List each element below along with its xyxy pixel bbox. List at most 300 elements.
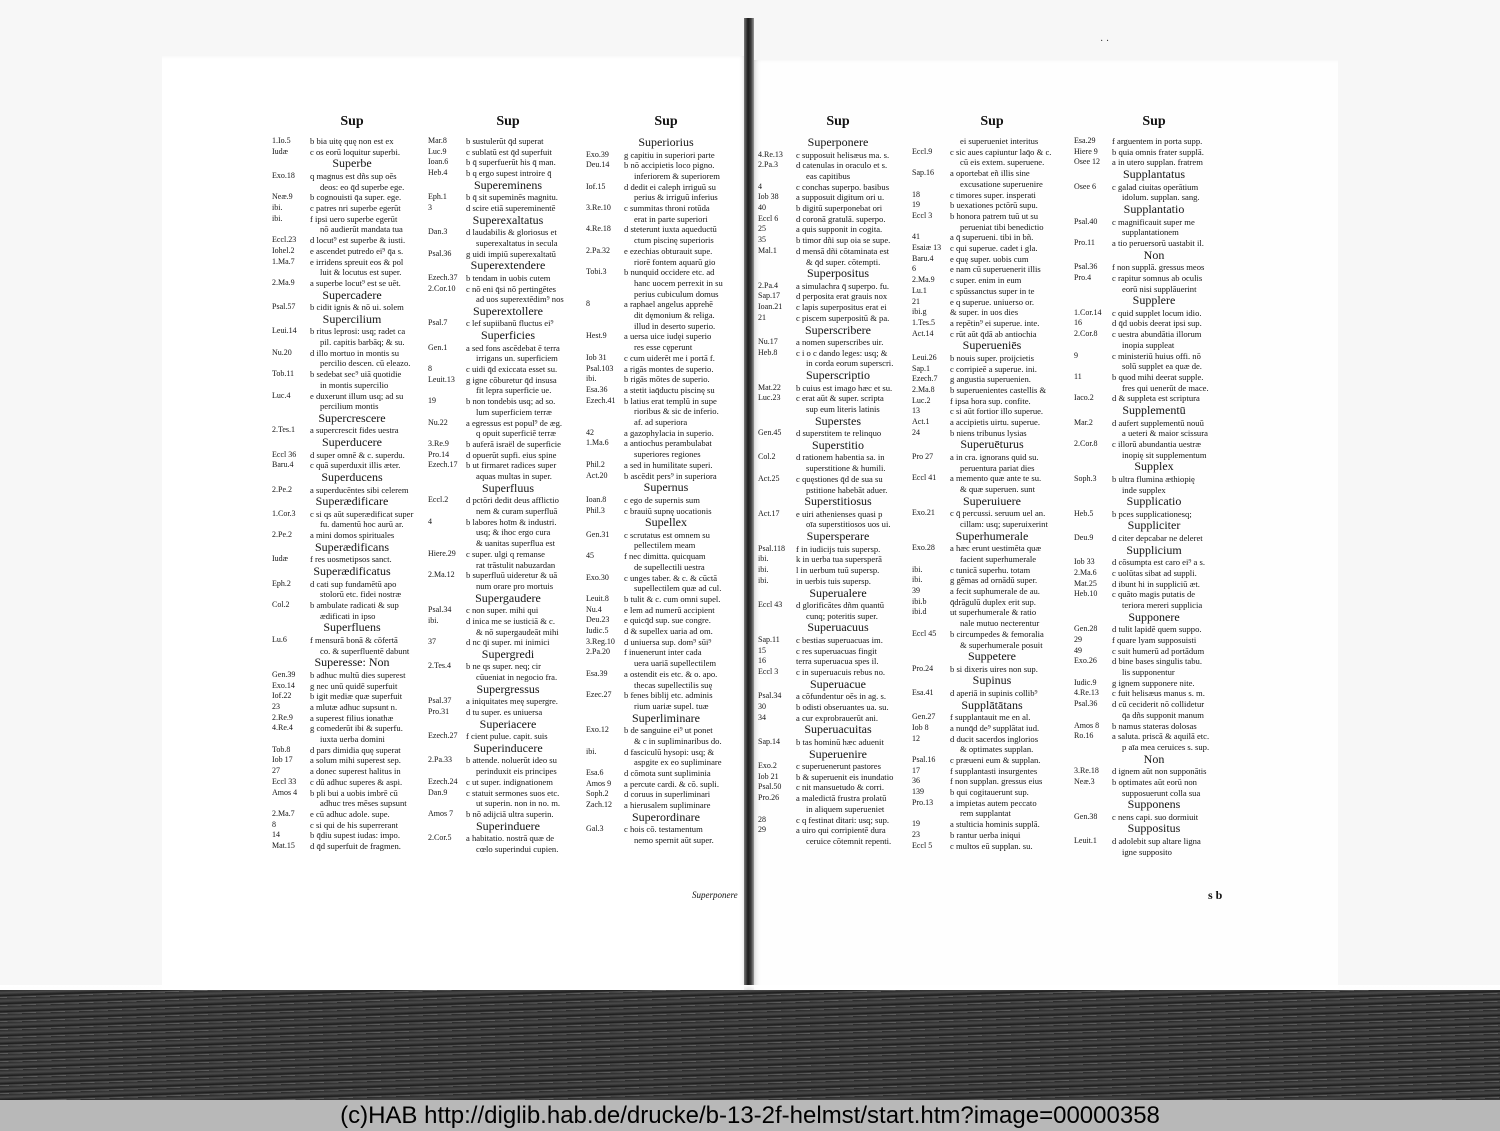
lemma-heading: Superuēturus xyxy=(960,437,1024,452)
lemma-heading: Superuacuus xyxy=(807,620,869,635)
bible-reference: Osee 6 xyxy=(1074,181,1096,191)
bible-reference xyxy=(912,157,950,168)
bible-reference: Pro 27 xyxy=(912,451,934,461)
concordance-entry xyxy=(1074,721,1234,732)
concordance-entry xyxy=(428,418,588,429)
concordance-entry xyxy=(912,554,1072,565)
bible-reference: Ezech.7 xyxy=(912,374,938,384)
entry-text: b timor dñi sup oia se supe. xyxy=(796,235,891,246)
entry-text: c sic aues capiuntur laq̄o & c. xyxy=(950,146,1052,157)
concordance-entry xyxy=(912,406,1072,417)
concordance-entry xyxy=(428,616,588,627)
bible-reference: 36 xyxy=(912,776,920,786)
bible-reference xyxy=(758,257,796,268)
entry-text: aspgite ex eo supliminare xyxy=(634,757,722,768)
bible-reference: Mar.2 xyxy=(1074,417,1093,427)
bible-reference: 2.Tes.4 xyxy=(428,661,451,671)
concordance-entry xyxy=(586,289,746,300)
entry-text: eas capitibus xyxy=(806,170,851,181)
concordance-entry xyxy=(1074,273,1234,284)
concordance-entry xyxy=(586,747,746,758)
concordance-entry xyxy=(272,136,432,147)
bible-reference xyxy=(758,519,796,530)
bible-reference xyxy=(586,278,624,289)
entry-text: irrigans un. superficiem xyxy=(476,353,558,364)
entry-text: co. & superfluentē dabunt xyxy=(320,645,410,656)
bible-reference: Eccl 45 xyxy=(912,628,937,638)
bible-reference: ibi.g xyxy=(912,307,927,317)
bible-reference: Tobi.3 xyxy=(586,267,607,277)
bible-reference xyxy=(428,627,466,638)
bible-reference: Eccl.23 xyxy=(272,235,297,245)
bible-reference: 29 xyxy=(758,825,766,835)
bible-reference: Pro.31 xyxy=(428,707,450,717)
bible-reference xyxy=(912,640,950,651)
entry-text: af. ad superiora xyxy=(634,417,688,428)
concordance-entry xyxy=(912,841,1072,852)
left-page-column-3 xyxy=(586,114,746,846)
entry-text: b latius erat templū in supe xyxy=(624,395,717,406)
bible-reference: Heb.5 xyxy=(1074,508,1094,518)
entry-text: b tas hominū hæc aduenit xyxy=(796,736,884,747)
entry-text: c præueni eum & supplan. xyxy=(950,754,1041,765)
bible-reference: Heb.10 xyxy=(1074,589,1098,599)
entry-text: nō audierūt mandata tua xyxy=(320,224,403,235)
bible-reference: 14 xyxy=(272,830,280,840)
entry-text: a impietas autem peccato xyxy=(950,797,1037,808)
concordance-entry xyxy=(586,396,746,407)
entry-text: dit dęmonium & religa. xyxy=(634,310,715,321)
column-running-head: Sup xyxy=(654,114,678,129)
entry-text: c uidi q̄d exiccata esset su. xyxy=(466,364,558,375)
concordance-entry xyxy=(758,737,918,748)
concordance-entry xyxy=(586,160,746,171)
concordance-entry xyxy=(586,540,746,551)
concordance-entry xyxy=(272,182,432,193)
lemma-heading: Supergaudere xyxy=(475,590,541,605)
lemma-heading: Superiorius xyxy=(638,135,694,149)
concordance-entry xyxy=(586,824,746,835)
lemma-heading: Supergressus xyxy=(476,681,540,696)
lemma-heading: Superscriptio xyxy=(806,368,870,383)
lemma-heading: Superuenire xyxy=(809,746,867,761)
entry-text: rioribus & sic de inferio. xyxy=(634,406,719,417)
bible-reference: Hiere.29 xyxy=(428,548,456,558)
bible-reference: Heb.8 xyxy=(758,347,778,357)
bible-reference: 27 xyxy=(272,766,280,776)
concordance-entry xyxy=(912,190,1072,201)
entry-text: in aliquem superueniet xyxy=(806,803,885,814)
bible-reference: Leuit.1 xyxy=(1074,835,1097,845)
entry-text: d mensā dñi cōtaminata est xyxy=(796,245,890,256)
entry-text: fit lepra superficie ue. xyxy=(476,385,552,396)
concordance-entry xyxy=(586,495,746,506)
bible-reference: Eccl 36 xyxy=(272,449,297,459)
bible-reference xyxy=(912,618,950,629)
bible-reference: Gal.3 xyxy=(586,824,604,834)
concordance-entry xyxy=(758,635,918,646)
bible-reference: Amos 4 xyxy=(272,787,298,797)
entry-text: c illorū abundantia uestræ xyxy=(1112,438,1202,449)
entry-text: rat trāstulit nabuzardan xyxy=(476,559,556,570)
entry-text: d dedit ei caleph irriguū su xyxy=(624,181,716,192)
entry-text: ad uos superextēdim⁹ nos xyxy=(476,294,564,305)
concordance-entry xyxy=(758,782,918,793)
entry-text: de supellectili uestra xyxy=(634,561,705,572)
concordance-entry xyxy=(1074,340,1234,351)
entry-text: b superuenientes castellis & xyxy=(950,384,1047,395)
entry-text: b bia uitę quę non est ex xyxy=(310,136,394,146)
column-running-head: Sup xyxy=(496,114,520,129)
concordance-entry xyxy=(758,182,918,193)
entry-text: e nam cū superuenerit illis xyxy=(950,264,1041,275)
bible-reference: Baru.4 xyxy=(912,253,934,263)
lemma-heading: Superpositus xyxy=(806,266,869,281)
bible-reference: 3 xyxy=(428,203,432,213)
bible-reference xyxy=(428,560,466,571)
concordance-entry xyxy=(586,626,746,637)
concordance-entry xyxy=(758,235,918,246)
entry-text: & c in supliminaribus do. xyxy=(634,735,722,746)
concordance-entry xyxy=(912,744,1072,755)
entry-list xyxy=(1074,136,1234,857)
concordance-entry xyxy=(1074,624,1234,635)
entry-text: b superfluū uideretur & uā xyxy=(466,570,558,581)
left-page-column-2 xyxy=(428,114,588,855)
bible-reference xyxy=(912,554,950,565)
bible-reference: Exo.2 xyxy=(758,761,777,771)
bible-reference: Deu.14 xyxy=(586,160,610,170)
entry-text: g capitiu in superiori parte xyxy=(624,149,715,160)
entry-text: f inuenerunt inter cada xyxy=(624,647,702,658)
bible-reference: 28 xyxy=(758,814,766,824)
entry-text: b ultra flumina æthiopię xyxy=(1112,473,1195,484)
lemma-heading: Suppetere xyxy=(968,649,1016,664)
entry-text: ædificati in ipso xyxy=(320,610,376,621)
entry-text: eorū nisi supplāuerint xyxy=(1122,283,1197,294)
lemma-heading: Supinus xyxy=(972,673,1012,688)
concordance-entry xyxy=(428,353,588,364)
entry-text: c os eorū loquitur superbi. xyxy=(310,146,400,157)
bible-reference: Act.20 xyxy=(586,470,608,480)
bible-reference xyxy=(428,798,466,809)
concordance-entry xyxy=(272,788,432,799)
concordance-entry xyxy=(758,825,918,836)
entry-text: b q̄ sit supeminēs magnitu. xyxy=(466,192,558,203)
bible-reference: Ioan.8 xyxy=(586,494,607,504)
entry-text: e cū adhuc adole. supe. xyxy=(310,808,390,819)
concordance-entry xyxy=(1074,568,1234,579)
entry-text: a cur exprobrauerūt ani. xyxy=(796,712,879,723)
bible-reference: Mat.25 xyxy=(1074,578,1097,588)
lemma-heading: Superexaltatus xyxy=(472,212,544,227)
entry-text: res esse cęperunt xyxy=(634,342,693,353)
bible-reference: Ezech.27 xyxy=(428,731,458,741)
concordance-entry xyxy=(1074,308,1234,319)
column-running-head: Sup xyxy=(340,114,364,129)
bible-reference: 2.Pa.32 xyxy=(586,245,610,255)
entry-text: c super. ulgi q remanse xyxy=(466,548,545,559)
bible-reference: Hiere 9 xyxy=(1074,146,1098,156)
entry-text: e irridens spreuit eos & pol xyxy=(310,256,404,267)
lemma-heading: Superstitiosus xyxy=(804,494,872,509)
lemma-heading: Supplere xyxy=(1132,293,1176,308)
entry-text: d steterunt iuxta aqueductū xyxy=(624,224,717,235)
concordance-entry xyxy=(1074,474,1234,485)
bible-reference: 21 xyxy=(758,312,766,322)
concordance-entry xyxy=(272,809,432,820)
concordance-entry xyxy=(1074,351,1234,362)
bible-reference: Soph.2 xyxy=(586,789,609,799)
lemma-heading: Superficies xyxy=(481,328,535,343)
bible-reference xyxy=(1074,383,1112,394)
bible-reference: Ezec.27 xyxy=(586,690,612,700)
concordance-entry xyxy=(586,690,746,701)
entry-text: d rationem habentia sa. in xyxy=(796,452,885,463)
concordance-entry xyxy=(1074,428,1234,439)
bible-reference: Iob 33 xyxy=(1074,557,1095,567)
bible-reference: Eccl 43 xyxy=(758,600,783,609)
bible-reference: Luc.4 xyxy=(272,390,291,400)
bible-reference: Mat.15 xyxy=(272,841,295,851)
bible-reference: Exo.39 xyxy=(586,149,609,159)
bible-reference: 8 xyxy=(586,299,590,309)
concordance-entry xyxy=(758,600,918,611)
entry-text: a quis supponit in cogita. xyxy=(796,224,883,235)
concordance-entry xyxy=(272,246,432,257)
concordance-entry xyxy=(586,460,746,471)
bible-reference xyxy=(1074,600,1112,611)
entry-text: d aperiā in supinis collib⁹ xyxy=(950,687,1038,698)
concordance-entry xyxy=(586,647,746,658)
bible-reference: Esa.6 xyxy=(586,767,604,777)
concordance-entry xyxy=(428,798,588,809)
entry-text: p aīa mea ceruices s. sup. xyxy=(1122,741,1210,752)
bible-reference: Luc.2 xyxy=(912,395,931,405)
bible-reference: 2.Pe.2 xyxy=(272,530,292,540)
bible-reference: Iob 31 xyxy=(586,352,607,362)
lemma-heading: Superhumerale xyxy=(955,528,1029,543)
bible-reference xyxy=(586,835,624,846)
bible-reference xyxy=(272,611,310,622)
entry-text: c corripieē a superue. ini. xyxy=(950,363,1037,374)
entry-text: c fuit helisæus manus s. m. xyxy=(1112,688,1205,699)
entry-text: c bestias superuacuas im. xyxy=(796,634,883,645)
entry-text: c galad ciuitas operātium xyxy=(1112,181,1199,192)
bible-reference: Iob 38 xyxy=(758,192,779,202)
entry-text: d uniuersa sup. dom⁹ sūi⁹ xyxy=(624,636,712,647)
bible-reference xyxy=(586,342,624,353)
entry-text: a stetit iaq̄ductu piscinę su xyxy=(624,384,715,395)
concordance-entry xyxy=(586,449,746,460)
right-page-column-2 xyxy=(912,114,1072,851)
concordance-entry xyxy=(586,594,746,605)
entry-text: c ego de supernis sum xyxy=(624,494,700,505)
entry-text: a superest filius ionathæ xyxy=(310,712,394,723)
bible-reference xyxy=(586,321,624,332)
bible-reference: Ezech.37 xyxy=(428,272,458,282)
bible-reference: 19 xyxy=(428,396,436,406)
bible-reference xyxy=(428,581,466,592)
bible-reference xyxy=(428,527,466,538)
concordance-entry xyxy=(586,182,746,193)
entry-text: b niens tribunus lysias xyxy=(950,427,1027,438)
bible-reference: Amos 7 xyxy=(428,808,454,818)
bible-reference: 16 xyxy=(758,656,766,666)
concordance-entry xyxy=(586,605,746,616)
concordance-entry xyxy=(1074,136,1234,147)
entry-text: a hæc erunt uestimēta quæ xyxy=(950,543,1042,554)
entry-text: a oportebat eñ illis sine xyxy=(950,168,1030,179)
entry-text: solū supplet ea quæ de. xyxy=(1122,361,1202,372)
lemma-heading: Superliminare xyxy=(632,710,700,725)
entry-text: c tunicā superhu. totam xyxy=(950,564,1031,575)
concordance-entry xyxy=(428,439,588,450)
lemma-heading: Supplātātans xyxy=(961,697,1023,712)
entry-text: a supposuit digitum ori u. xyxy=(796,192,885,203)
bible-reference xyxy=(586,235,624,246)
bible-reference xyxy=(428,238,466,249)
bible-reference: 17 xyxy=(912,765,920,775)
bible-reference: 21 xyxy=(912,296,920,306)
bible-reference xyxy=(586,171,624,182)
entry-text: c cum uiderēt me i portā f. xyxy=(624,352,715,363)
bible-reference: Exo.18 xyxy=(272,170,295,180)
concordance-entry xyxy=(586,364,746,375)
bible-reference: 8 xyxy=(272,819,276,829)
entry-text: a mini domos spirituales xyxy=(310,530,395,541)
bible-reference: 2.Cor.5 xyxy=(428,833,452,843)
entry-text: k in uerba tua supersperā xyxy=(796,554,882,565)
concordance-entry xyxy=(1074,777,1234,788)
bible-reference: Phil.3 xyxy=(586,505,605,515)
entry-text: c dū adhuc superes & aspi. xyxy=(310,776,403,787)
bible-reference: Luc.23 xyxy=(758,393,781,403)
bible-reference: Psal.34 xyxy=(428,605,452,615)
entry-text: d citer depcabar ne deleret xyxy=(1112,532,1203,543)
entry-text: b uexationes pctōrū supu. xyxy=(950,200,1038,211)
bible-reference: 1.Cor.14 xyxy=(1074,307,1102,317)
concordance-entry xyxy=(912,723,1072,734)
bible-reference: Dan.3 xyxy=(428,227,448,237)
entry-text: a superbe locut⁹ est se uēt. xyxy=(310,277,401,288)
entry-text: b cidit ignis & nō ui. solem xyxy=(310,302,404,313)
entry-text: lis supponentur xyxy=(1122,667,1175,678)
concordance-entry xyxy=(272,713,432,724)
entry-text: a rigās montes de superio. xyxy=(624,363,714,374)
bible-reference xyxy=(912,222,950,233)
concordance-entry xyxy=(272,214,432,225)
entry-text: c si qui de his superrerant xyxy=(310,819,399,830)
entry-text: d ducit sacerdos inglorios xyxy=(950,733,1039,744)
bible-reference: ibi. xyxy=(428,615,439,625)
lemma-heading: Superbe xyxy=(332,156,372,171)
entry-text: b & superuenit eis inundatio xyxy=(796,771,894,782)
lemma-heading: Superextendere xyxy=(470,258,546,273)
concordance-entry xyxy=(912,776,1072,787)
concordance-entry xyxy=(586,530,746,541)
entry-text: g nec unū quidē superfuit xyxy=(310,680,398,691)
entry-text: superexaltatus in secula xyxy=(476,237,558,248)
concordance-entry xyxy=(428,284,588,295)
entry-text: d cōsumpta est caro ei⁹ a s. xyxy=(1112,557,1205,568)
entry-text: d tu super. es uniuersa xyxy=(466,707,543,718)
bible-reference: ibi. xyxy=(758,575,769,585)
bible-reference: 2.Re.9 xyxy=(272,712,293,722)
bible-reference xyxy=(586,257,624,268)
bible-reference: 2.Ma.9 xyxy=(272,277,295,287)
concordance-entry xyxy=(586,835,746,846)
bible-reference: Nu.22 xyxy=(428,417,448,427)
bible-reference: 35 xyxy=(758,235,766,245)
entry-text: b ne qs super. neq; cir xyxy=(466,661,541,672)
entry-text: g ignem supponere nite. xyxy=(1112,677,1195,688)
entry-text: g angustia superuenien. xyxy=(950,374,1031,385)
concordance-entry xyxy=(758,337,918,348)
entry-text: q opuit superficiē terræ xyxy=(476,428,556,439)
bible-reference: Exo.14 xyxy=(272,680,295,690)
lemma-heading: Supplantatus xyxy=(1123,167,1185,182)
bible-reference xyxy=(586,562,624,573)
concordance-entry xyxy=(272,723,432,734)
bible-reference: Phil.2 xyxy=(586,459,605,469)
bible-reference: 45 xyxy=(586,551,594,561)
entry-text: ut superin. non in no. m. xyxy=(476,798,561,809)
concordance-entry xyxy=(1074,383,1234,394)
bible-reference: Neæ.3 xyxy=(1074,776,1095,786)
bible-reference: Eccl.2 xyxy=(428,495,449,505)
concordance-entry xyxy=(1074,836,1234,847)
entry-text: b nō adijciā ultra superin. xyxy=(466,808,554,819)
entry-text: a tio peruersorū uastabit il. xyxy=(1112,237,1204,248)
entry-text: b nunquid occidere etc. ad xyxy=(624,267,715,278)
concordance-entry xyxy=(272,777,432,788)
entry-text: d bine bases singulis tabu. xyxy=(1112,656,1202,667)
entry-text: f cient pulue. capit. suis xyxy=(466,731,548,742)
entry-text: a uersa uice iudęi superio xyxy=(624,331,712,342)
concordance-entry xyxy=(272,380,432,391)
lemma-heading: Supplicium xyxy=(1126,542,1182,557)
entry-text: e uiri athenienses quasi p xyxy=(796,508,883,519)
concordance-entry xyxy=(428,157,588,168)
entry-text: & optimates supplan. xyxy=(960,744,1034,755)
entry-text: a maledictā frustra prolatū xyxy=(796,793,887,804)
concordance-entry xyxy=(758,772,918,783)
bible-reference: 139 xyxy=(912,787,924,797)
concordance-entry xyxy=(428,136,588,147)
right-page-column-1 xyxy=(758,114,918,847)
entry-text: thecas supellectilis suę xyxy=(634,679,713,690)
bible-reference: Ro.16 xyxy=(1074,731,1094,741)
bible-reference: Gen.1 xyxy=(428,342,448,352)
entry-text: a uiro qui corripientē dura xyxy=(796,825,886,836)
bible-reference xyxy=(1074,192,1112,203)
concordance-entry xyxy=(586,150,746,161)
entry-text: & superhumerale posuit xyxy=(960,639,1043,650)
concordance-entry xyxy=(912,232,1072,243)
bible-reference xyxy=(758,463,796,474)
concordance-entry xyxy=(586,331,746,342)
concordance-entry xyxy=(272,635,432,646)
entry-text: c q̄ percussi. seruum uel an. xyxy=(950,508,1046,519)
entry-text: ctum piscinę superioris xyxy=(634,235,714,246)
bible-reference: 2.Tes.1 xyxy=(272,425,295,435)
entry-text: a ueteri & maior scissura xyxy=(1122,428,1208,439)
lemma-heading: Superfluus xyxy=(482,480,534,495)
bible-reference: ibi.d xyxy=(912,607,927,617)
concordance-entry xyxy=(758,656,918,667)
bible-reference: Col.2 xyxy=(758,452,776,462)
